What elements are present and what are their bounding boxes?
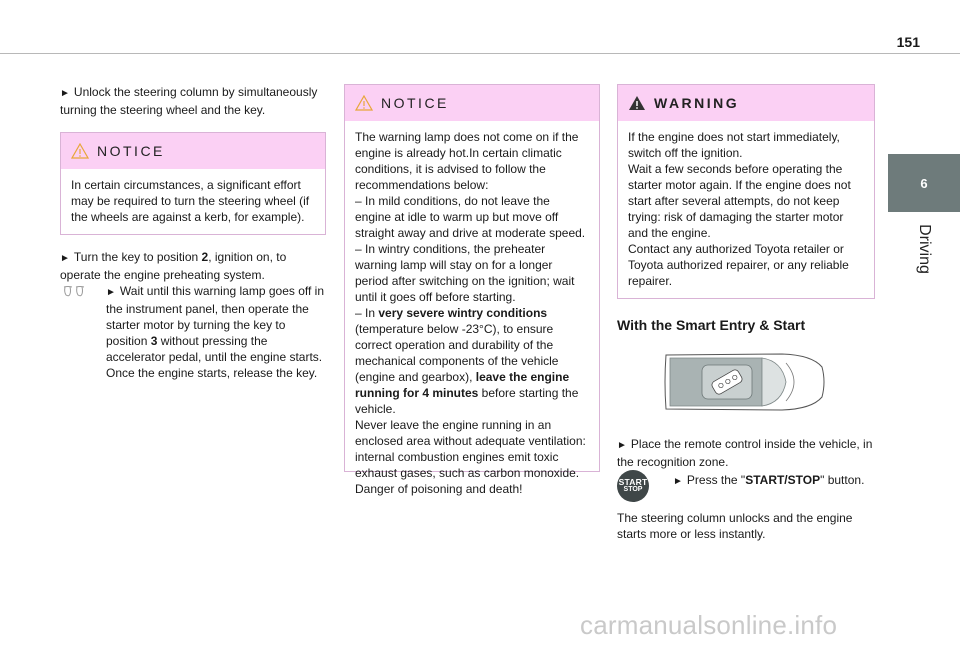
warning-triangle-icon	[628, 95, 646, 111]
triangle-bullet-icon: ►	[60, 88, 70, 99]
notice-triangle-icon	[355, 95, 373, 111]
notice-line: – In very severe wintry conditions (temperature below -23°C), to ensure correct operation and durability of the mechanical components of the vehicle (engine and gearbox), leave the engine running for 4 minutes before starting the vehicle.	[355, 306, 579, 416]
instruction-press-start: START STOP ► Press the "START/STOP" button.	[617, 472, 875, 504]
triangle-bullet-icon: ►	[60, 253, 70, 264]
section-title: With the Smart Entry & Start	[617, 317, 806, 333]
notice-header	[345, 85, 599, 121]
warning-box	[617, 84, 875, 299]
chapter-tab[interactable]	[888, 154, 960, 212]
header-rule	[0, 53, 960, 54]
page-number: 151	[896, 34, 920, 50]
instruction-wait-lamp: ► Wait until this warning lamp goes off in the instrument panel, then operate the starter motor by turning the key to position 3 without pressing the accelerator pedal, until the engine starts. Once the engine starts, release the key.	[60, 283, 326, 381]
notice-line: – In mild conditions, do not leave the engine at idle to warm up but move off straight away and drive at moderate speed.	[355, 194, 586, 240]
notice-triangle-icon	[71, 143, 89, 159]
triangle-bullet-icon: ►	[673, 476, 683, 487]
instruction-place-remote: ► Place the remote control inside the vehicle, in the recognition zone.	[617, 437, 873, 469]
notice-box-preheating	[344, 84, 600, 496]
watermark: carmanualsonline.info	[580, 610, 838, 640]
warning-body	[618, 121, 874, 298]
warning-line: Wait a few seconds before operating the starter motor again. If the engine does not start after several attempts, do not keep trying: risk of damaging the starter motor and the engine.	[628, 162, 851, 240]
notice-body: In certain circumstances, a significant effort may be required to turn the steering wheel (if the wheels are against a kerb, for example).	[71, 178, 310, 224]
notice-box-steering	[60, 132, 326, 235]
chapter-label-text: Driving	[915, 224, 933, 274]
notice-header	[61, 133, 325, 169]
column-3	[617, 84, 875, 542]
warning-title: WARNING	[654, 95, 740, 111]
triangle-bullet-icon: ►	[617, 440, 627, 451]
preheating-lamp-icon	[62, 285, 88, 297]
notice-line: The warning lamp does not come on if the engine is already hot.In certain climatic conditions, it is advised to follow the recommendations below:	[355, 130, 579, 192]
warning-header	[618, 85, 874, 121]
notice-line: – In wintry conditions, the preheater warning lamp will stay on for a longer period after switching on the ignition; wait until it goes off before starting.	[355, 242, 575, 304]
notice-title: NOTICE	[97, 143, 165, 159]
start-stop-button-icon: START STOP	[617, 470, 649, 502]
chapter-label	[888, 214, 960, 284]
triangle-bullet-icon: ►	[106, 287, 116, 298]
notice-line: Never leave the engine running in an enclosed area without adequate ventilation: internal combustion engines emit toxic exhaust gases, such as carbon monoxide. Danger of poisoning and death!	[355, 418, 586, 496]
warning-line: If the engine does not start immediately, switch off the ignition.	[628, 130, 840, 160]
warning-line: Contact any authorized Toyota retailer or Toyota authorized repairer, or any reliable repairer.	[628, 242, 849, 288]
notice-title: NOTICE	[381, 95, 449, 111]
column-2	[344, 84, 600, 496]
chapter-number: 6	[920, 175, 928, 191]
instruction-preheat: ► Turn the key to position 2, ignition on, to operate the engine preheating system.	[60, 250, 287, 282]
column-1	[60, 84, 326, 381]
car-recognition-zone-illustration	[662, 347, 827, 417]
instruction-unlock: ► Unlock the steering column by simultaneously turning the steering wheel and the key.	[60, 85, 318, 117]
notice-body	[345, 121, 599, 506]
result-text: The steering column unlocks and the engine starts more or less instantly.	[617, 511, 853, 541]
